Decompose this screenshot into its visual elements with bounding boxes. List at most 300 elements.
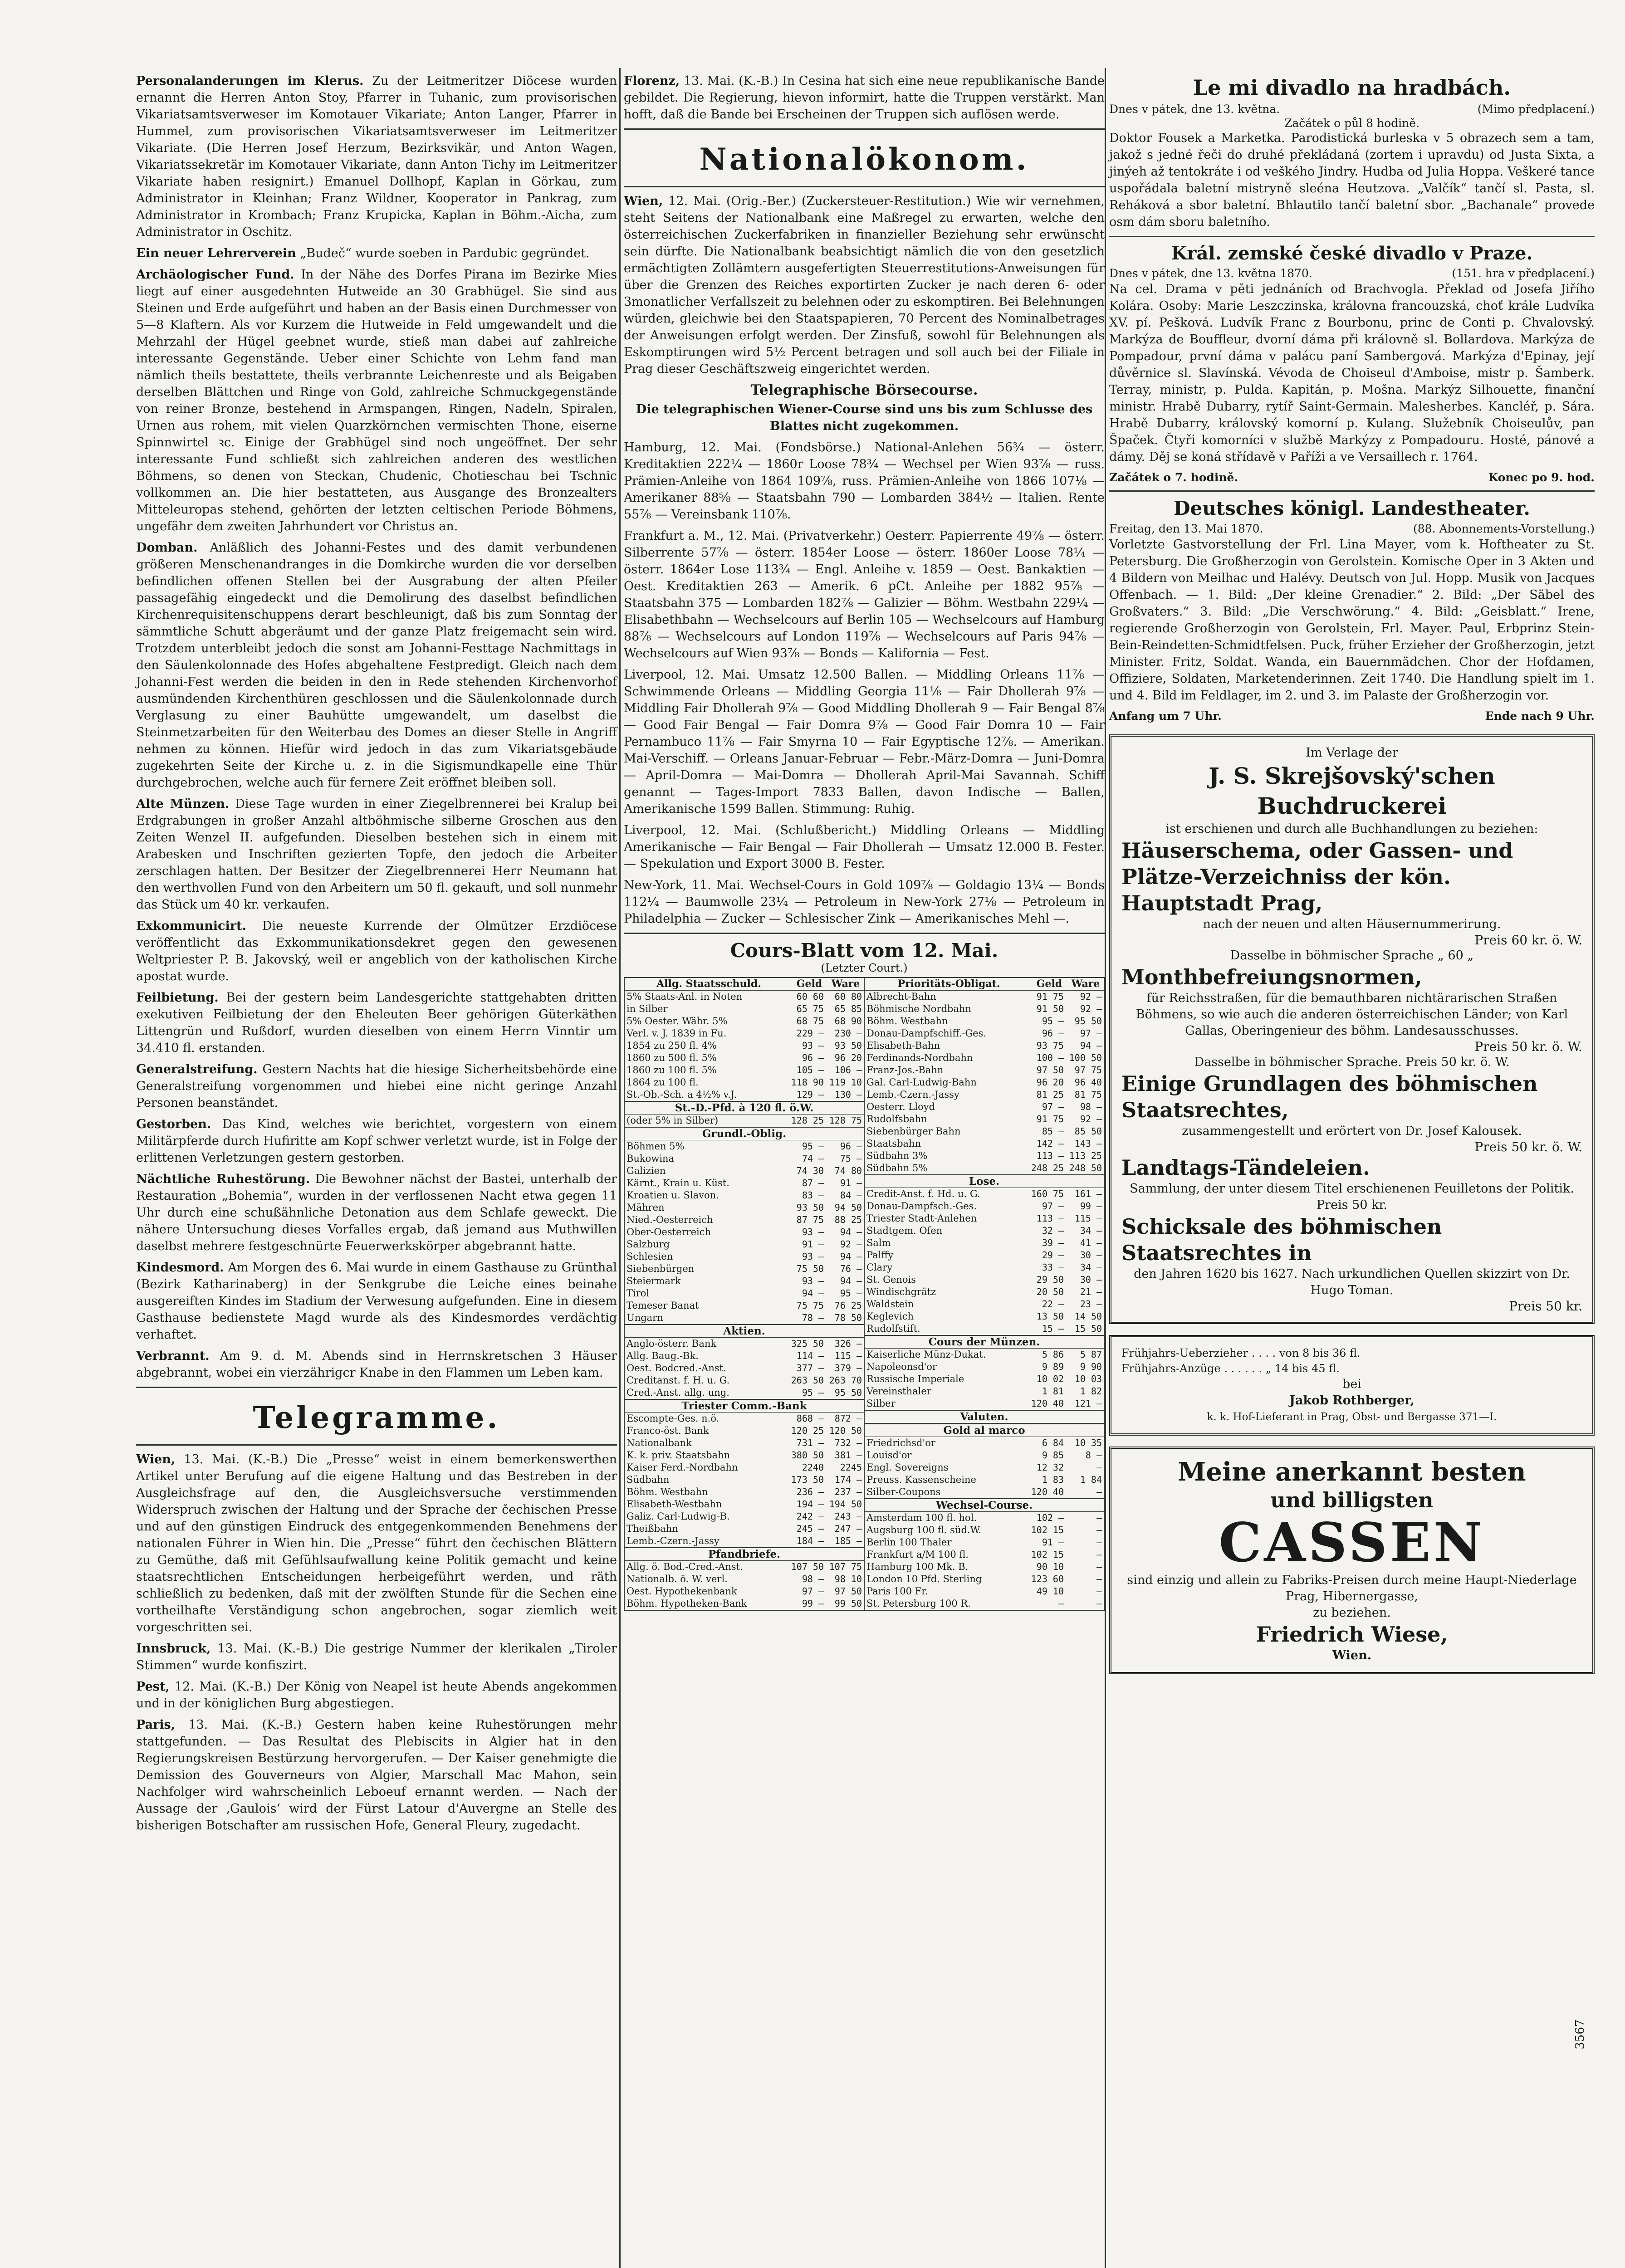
cours-ask: — <box>1096 1537 1102 1548</box>
article-text: Zu der Leitmeritzer Diöcese wurden ernannt die Herren Anton Stoy, Pfarrer in Tuhanic, zum provisorischen Vikariatsamtsverweser im Komotauer Vikariate; Anton Langer, Pfarrer in Hummel, zum provisorischen Vikariatsamtsverweser im Leitmeritzer Vikariate. (Die Herren Josef Herzum, Bezirksvikär, und Anton Wagen, Vikariatssekretär im Komotauer Vikariate, dann Anton Tichy im Leitmeritzer Vikariate haben resignirt.) Emanuel Dollhopf, Kaplan in Görkau, zum Administrator in Kleinhan; Franz Wildner, Kooperator in Pankrag, zum Administrator in Krombach; Franz Krupicka, Kaplan in Böhm.-Aicha, zum Administrator in Oschitz. <box>136 74 617 239</box>
cours-ask: 248 50 <box>1069 1163 1102 1173</box>
cours-bid: 114 — <box>796 1350 824 1361</box>
article <box>136 1116 617 1166</box>
cours-row <box>865 1437 1104 1449</box>
cours-row <box>625 1486 864 1498</box>
cours-security-name: Lemb.-Czern.-Jassy <box>627 1535 720 1546</box>
cours-security-name: 1860 zu 500 fl. 5% <box>627 1052 717 1063</box>
cours-row <box>865 1261 1104 1274</box>
cours-security-name: Bukowina <box>627 1153 675 1164</box>
cours-group-heading: Wechsel-Course. <box>865 1498 1104 1512</box>
cours-row <box>865 1225 1104 1237</box>
ad-item-title: Häuserschema, oder Gassen- und Plätze-Verzeichniss der kön. Hauptstadt Prag, <box>1121 838 1513 915</box>
cours-bid: 75 50 <box>796 1263 824 1274</box>
cours-row <box>625 1573 864 1585</box>
ad-city: Wien. <box>1332 1648 1372 1662</box>
cours-bid: 10 02 <box>1036 1374 1064 1384</box>
cours-row <box>865 1212 1104 1225</box>
cours-security-name: Amsterdam 100 fl. hol. <box>866 1512 977 1523</box>
cours-header: Geld <box>796 978 822 990</box>
cours-security-name: St. Genois <box>866 1274 916 1285</box>
telegram-text: 13. Mai. (K.-B.) In Cesina hat sich eine neue republikanische Bande gebildet. Die Regierung, hievon informirt, hatte die Truppen verstärkt. Man hofft, daß die Bande bei Erscheinen der Truppen sich auflösen werde. <box>624 74 1105 122</box>
cours-header-row <box>865 978 1104 991</box>
cours-row <box>625 1153 864 1165</box>
theatre-title: Král. zemské české divadlo v Praze. <box>1171 243 1533 264</box>
divider <box>136 1444 617 1446</box>
cours-ask: 92 — <box>1080 1003 1102 1014</box>
advertisement-clothing <box>1109 1335 1595 1436</box>
article <box>136 266 617 535</box>
cours-ask: — <box>1096 1561 1102 1572</box>
article-heading: Alte Münzen. <box>136 797 230 811</box>
cours-security-name: (oder 5% in Silber) <box>627 1115 719 1126</box>
cours-row <box>625 1413 864 1425</box>
cours-row <box>625 1052 864 1064</box>
ad-address: k. k. Hof-Lieferant in Prag, Obst- und Bergasse 371—I. <box>1207 1411 1497 1423</box>
cours-row <box>625 1064 864 1076</box>
theatre-date: Freitag, den 13. Mai 1870. <box>1109 522 1263 535</box>
cours-bid: 113 — <box>1036 1150 1064 1161</box>
cours-bid: 97 — <box>802 1586 824 1597</box>
column-theatre-ads <box>1109 73 1595 1685</box>
divider <box>624 128 1105 130</box>
cours-ask: 81 75 <box>1074 1089 1102 1100</box>
cours-row <box>625 1189 864 1202</box>
cours-ask: 98 — <box>1080 1101 1102 1112</box>
cours-security-name: Triester Stadt-Anlehen <box>866 1213 977 1224</box>
cours-ask: 247 — <box>834 1523 862 1534</box>
cours-security-name: Kärnt., Krain u. Küst. <box>627 1178 729 1188</box>
cours-security-name: Südbahn 5% <box>866 1163 928 1173</box>
margin-stamp: 3567 <box>1573 2019 1587 2050</box>
cours-bid: 74 30 <box>796 1165 824 1176</box>
cours-group-heading: Lose. <box>865 1174 1104 1188</box>
article-heading: Wien, <box>624 194 663 208</box>
theatre-start: Začátek o 7. hodině. <box>1109 471 1238 484</box>
cours-security-name: Temeser Banat <box>627 1300 699 1311</box>
cours-row <box>865 1064 1104 1076</box>
cours-row <box>625 1040 864 1052</box>
cours-security-name: Rudolfstift. <box>866 1323 920 1334</box>
cours-bid: 731 — <box>796 1437 824 1448</box>
exchange-report: Frankfurt a. M., 12. Mai. (Privatverkehr.) Oesterr. Papierrente 49⅞ — österr. Silberrente 57⅞ — österr. 1854er Loose — österr. 1860er Loose 78¼ — österr. 1864er Lose 113¾ — Engl. Anleihe v. 1859 — Oest. Bankaktien — Oest. Kreditaktien 263 — Amerik. 6 pCt. Anleihe per 1882 95⅞ — Staatsbahn 375 — Lombarden 182⅞ — Galizier — Böhm. Westbahn 229¼ — Elisabethbahn — Wechselcours auf Berlin 105 — Wechselcours auf Hamburg 88⅞ — Wechselcours auf London 119⅞ — Wechselcours auf Paris 94⅞ — Wechselcours auf Wien 93⅞ — Bonds — Kalifornia — Fest. <box>624 529 1105 660</box>
cours-bid: 74 — <box>802 1153 824 1164</box>
cours-row <box>625 1362 864 1374</box>
cours-security-name: 5% Staats-Anl. in Noten <box>627 991 743 1002</box>
telegram <box>136 1716 617 1834</box>
ad-big-word: CASSEN <box>1219 1511 1485 1574</box>
article <box>136 796 617 913</box>
cours-row <box>865 1486 1104 1498</box>
cours-ask: 96 — <box>840 1141 862 1152</box>
cours-ask: 97 50 <box>834 1586 862 1597</box>
ad-item-title: Monthbefreiungsnormen, <box>1121 965 1422 989</box>
cours-bid: 105 — <box>796 1065 824 1075</box>
cours-row <box>865 1398 1104 1410</box>
cours-bid: 87 75 <box>796 1214 824 1225</box>
cours-row <box>625 1498 864 1510</box>
theatre-date: Dnes v pátek, dne 13. května. <box>1109 103 1280 116</box>
cours-bid: 229 — <box>796 1028 824 1039</box>
cours-row <box>865 1052 1104 1064</box>
cours-security-name: Galiz. Carl-Ludwig-B. <box>627 1511 730 1522</box>
ad-item-title: Einige Grundlagen des böhmischen Staatsrechtes, <box>1121 1071 1538 1122</box>
cours-ask: 93 50 <box>834 1040 862 1051</box>
cours-group-heading: Triester Comm.-Bank <box>625 1399 864 1413</box>
cours-ask: 119 10 <box>829 1077 862 1088</box>
cours-bid: 98 — <box>802 1574 824 1584</box>
cours-blatt-subtitle: (Letzter Court.) <box>821 962 908 974</box>
column-rule <box>619 68 621 2268</box>
cours-ask: 2245 <box>840 1462 862 1473</box>
cours-bid: 99 — <box>802 1598 824 1609</box>
article-heading: Nächtliche Ruhestörung. <box>136 1172 310 1186</box>
telegram-text: 13. Mai. (K.-B.) Die „Presse“ weist in einem bemerkenswerthen Artikel unter Berufung auf die eigene Haltung und das Bestreben in der Ausgleichsfrage auf den, die Ausgleichsversuche verstimmenden Widerspruch zwischen der Haltung und der Sprache der čechischen Presse und auf den günstigen Eindruck des entgegenkommenden Benehmens der nationalen Führer in Wien hin. Die „Presse“ führt den čechischen Blättern zu Gemüthe, daß mit Gefühlsaufwallung keine Politik gemacht und keine staatsrechtlichen Entscheidungen herbeigeführt werden, und räth schließlich zu bedenken, daß mit der zwölften Stunde für die Sechen eine vortheilhafte Verständigung schon angebrochen, sogar ziemlich weit vorgeschritten sei. <box>136 1452 617 1634</box>
ad-item-text: Dasselbe in böhmischer Sprache. Preis 50 kr. ö. W. <box>1194 1055 1510 1069</box>
cours-bid: 107 50 <box>791 1561 824 1572</box>
cours-row <box>625 1226 864 1238</box>
divider <box>624 933 1105 934</box>
cours-bid: 93 — <box>802 1251 824 1262</box>
cours-ask: 115 — <box>1074 1213 1102 1224</box>
cours-ask: 30 — <box>1080 1250 1102 1261</box>
divider <box>1109 490 1595 492</box>
cours-bid: 868 — <box>796 1413 824 1424</box>
cours-bid: 96 — <box>802 1052 824 1063</box>
cours-bid: 83 — <box>802 1190 824 1201</box>
cours-security-name: Frankfurt a/M 100 fl. <box>866 1549 969 1560</box>
cours-row <box>865 1138 1104 1150</box>
cours-group-heading: Gold al marco <box>865 1423 1104 1437</box>
cours-ask: 263 70 <box>829 1375 862 1386</box>
section-title-telegrams: Telegramme. <box>253 1400 500 1435</box>
cours-bid: 81 25 <box>1036 1089 1064 1100</box>
cours-row <box>865 1089 1104 1101</box>
cours-row <box>625 1214 864 1226</box>
cours-row <box>625 1338 864 1350</box>
article-text: Am Morgen des 6. Mai wurde in einem Gasthause zu Grünthal (Bezirk Katharinaberg) in der Senkgrube die Leiche eines beinahe ausgereiften Kindes im Stadium der Verwesung aufgefunden. Eine in diesem Gasthause bedienstete Magd wurde als des Kindesmordes verdächtig verhaftet. <box>136 1261 617 1342</box>
article <box>136 1061 617 1111</box>
cours-bid: 33 — <box>1042 1262 1064 1273</box>
cours-security-name: Kroatien u. Slavon. <box>627 1190 719 1201</box>
cours-row <box>865 1150 1104 1162</box>
ad-line: Frühjahrs-Anzüge . . . . . . „ 14 bis 45 fl. <box>1121 1362 1340 1375</box>
cours-ask: 379 — <box>834 1363 862 1374</box>
cours-ask: 121 — <box>1074 1398 1102 1409</box>
exchange-note: Die telegraphischen Wiener-Course sind uns bis zum Schlusse des Blattes nicht zugekommen. <box>636 402 1093 433</box>
cours-ask: 115 — <box>834 1350 862 1361</box>
cours-row <box>625 1598 864 1610</box>
cours-security-name: Salm <box>866 1237 891 1248</box>
cours-row <box>625 1238 864 1251</box>
exchange-report: Liverpool, 12. Mai. (Schlußbericht.) Middling Orleans — Middling Amerikanische — Fair Bengal — Fair Dhollerah — Umsatz 12.000 B. Fester. — Spekulation und Export 3000 B. Fester. <box>624 823 1105 871</box>
advertisement-cassen <box>1109 1447 1595 1674</box>
cours-security-name: Windischgrätz <box>866 1286 936 1297</box>
theatre-subscription: (151. hra v předplacení.) <box>1452 267 1595 280</box>
cours-security-name: Donau-Dampfschiff.-Ges. <box>866 1028 987 1039</box>
theatre-times <box>1109 709 1595 723</box>
cours-ask: 34 — <box>1080 1225 1102 1236</box>
theatre-start: Začátek o půl 8 hodině. <box>1284 117 1419 130</box>
cours-ask: 76 — <box>840 1263 862 1274</box>
article-text: 12. Mai. (Orig.-Ber.) (Zuckersteuer-Restitution.) Wie wir vernehmen, steht Seitens der Nationalbank eine Maßregel zu erwarten, welche den österreichischen Zuckerfabriken in finanzieller Beziehung sehr erwünscht sein dürfte. Die Nationalbank beabsichtigt nämlich die von den gesetzlich ermächtigten Zollämtern ausgefertigten Steuerrestitutions-Anweisungen für über die Grenzen des Reiches exportirten Zucker je nach deren 6- oder 3monatlicher Verfallszeit zu belehnen oder zu eskomptiren. Bei Belehnungen würden, gleichwie bei den Staatspapieren, 70 Percent des Nominalbetrages der Anweisungen erfolgt werden. Der Zinsfuß, sowohl für Belehnungen als Eskomptirungen wird 5½ Percent betragen und soll auch bei der Filiale in Prag dieser Geschäftszweig eingerichtet werden. <box>624 194 1105 376</box>
cours-security-name: Kaiser Ferd.-Nordbahn <box>627 1462 738 1473</box>
cours-bid: 242 — <box>796 1511 824 1522</box>
cours-bid: 380 50 <box>791 1450 824 1461</box>
cours-bid: 1 81 <box>1042 1386 1064 1397</box>
ad-merchant: Jakob Rothberger, <box>1289 1393 1415 1408</box>
cours-bid: 120 25 <box>791 1425 824 1436</box>
advertisement-publisher <box>1109 734 1595 1324</box>
cours-security-name: Allg. Baug.-Bk. <box>627 1350 699 1361</box>
ad-line: Frühjahrs-Ueberzieher . . . . von 8 bis 36 fl. <box>1121 1347 1361 1359</box>
cours-row <box>625 1523 864 1535</box>
cours-bid: 97 50 <box>1036 1065 1064 1075</box>
cours-header: Geld <box>1036 978 1062 990</box>
cours-security-name: Anglo-österr. Bank <box>627 1338 717 1349</box>
cours-security-name: Rudolfsbahn <box>866 1114 927 1124</box>
cours-security-name: St.-Ob.-Sch. a 4½% v.J. <box>627 1089 737 1100</box>
cours-bid: — <box>1058 1598 1064 1609</box>
cours-row <box>865 1323 1104 1335</box>
cours-bid: 142 — <box>1036 1138 1064 1149</box>
cours-security-name: Mähren <box>627 1202 665 1213</box>
cours-ask: 185 — <box>834 1535 862 1546</box>
theatre-program: Na cel. Drama v pěti jednáních od Brachvogla. Překlad od Josefa Jiřího Kolára. Osoby: Marie Leszczinska, královna francouzská, choť krále Ludvíka XV. pí. Pešková. Ludvík Franc z Bourbonu, princ de Conti p. Chvalovský. Markýza de Bouffleur, dvorní dáma při královně sl. Bollardova. Markýza de Pompadour, první dáma v palácu paní Sambergová. Markýza d'Epinay, její důvěrnice sl. Slavínská. Vévoda de Choiseul d'Amboise, mistr p. Šamberk. Terray, ministr, p. Pulda. Kapitán, p. Mošna. Markýz Silhouette, finanční ministr. Hrabě Dubarry, rytíř Saint-Germain. Malesherbes. Kancléř, p. Sára. Hrabě Dubarry, královský komorní p. Kulang. Služebník Choiseulův, pan Špaček. Čtyři komorníci v službě Markýzy z Pompadouru. Hosté, pánové a dámy. Děj se koná střídavě v Paříži a ve Versaillech r. 1764. <box>1109 282 1595 464</box>
cours-bid: 91 — <box>802 1239 824 1250</box>
cours-security-name: Gal. Carl-Ludwig-Bahn <box>866 1077 977 1088</box>
ad-price: Preis 60 kr. ö. W. <box>1474 933 1582 948</box>
cours-bid: 60 60 <box>796 991 824 1002</box>
article <box>136 918 617 985</box>
theatre-date-row <box>1109 102 1595 117</box>
cours-bid: 2240 <box>802 1462 824 1473</box>
cours-ask: — <box>1096 1549 1102 1560</box>
cours-ask: — <box>1096 1598 1102 1609</box>
cours-security-name: Kaiserliche Münz-Dukat. <box>866 1349 986 1360</box>
cours-bid: 91 75 <box>1036 1114 1064 1124</box>
cours-bid: 120 40 <box>1031 1398 1064 1409</box>
cours-ask: 21 — <box>1080 1286 1102 1297</box>
theatre-subscription: (Mimo předplacení.) <box>1477 103 1595 116</box>
cours-security-name: Escompte-Ges. n.ö. <box>627 1413 720 1424</box>
ad-item-text: den Jahren 1620 bis 1627. Nach urkundlichen Quellen skizzirt von Dr. Hugo Toman. <box>1134 1267 1570 1297</box>
ad-item-text: Sammlung, der unter diesem Titel erschienenen Feuilletons der Politik. Preis 50 kr. <box>1130 1182 1574 1212</box>
cours-bid: 32 — <box>1042 1225 1064 1236</box>
cours-bid: 102 — <box>1036 1512 1064 1523</box>
cours-table-left <box>625 978 865 1610</box>
theatre-times <box>1109 470 1595 485</box>
cours-row <box>625 1251 864 1263</box>
cours-row <box>865 1361 1104 1373</box>
ad-price: Preis 50 kr. ö. W. <box>1474 1039 1582 1054</box>
cours-bid: 160 75 <box>1031 1188 1064 1199</box>
cours-security-name: Friedrichsd'or <box>866 1437 935 1448</box>
cours-bid: 6 84 <box>1042 1437 1064 1448</box>
theatre-date-row <box>1109 521 1595 536</box>
cours-row <box>625 1089 864 1101</box>
cours-row <box>865 1310 1104 1323</box>
article-heading: Ein neuer Lehrerverein <box>136 246 296 260</box>
cours-bid: 95 — <box>1042 1016 1064 1026</box>
cours-header: Prioritäts-Obligat. <box>897 978 1000 990</box>
cours-row <box>625 1387 864 1399</box>
cours-ask: 96 40 <box>1074 1077 1102 1088</box>
cours-table <box>624 977 1105 1611</box>
cours-row <box>625 1437 864 1449</box>
cours-ask: 41 — <box>1080 1237 1102 1248</box>
cours-row <box>865 1349 1104 1361</box>
cours-row <box>865 1015 1104 1027</box>
cours-row <box>865 1512 1104 1524</box>
cours-security-name: Theißbahn <box>627 1523 678 1534</box>
divider <box>136 1387 617 1388</box>
cours-row <box>865 1027 1104 1040</box>
cours-security-name: Nationalb. ö. W. verl. <box>627 1574 728 1584</box>
cours-security-name: Oesterr. Lloyd <box>866 1101 935 1112</box>
cours-security-name: Südbahn <box>627 1474 670 1485</box>
exchange-report: New-York, 11. Mai. Wechsel-Cours in Gold 109⅞ — Goldagio 13¼ — Bonds 112¼ — Baumwolle 23¼ — Petroleum in New-York 27⅛ — Petroleum in Philadelphia — Zucker — Schlesischer Zink — Amerikanisches Mehl —. <box>624 878 1105 926</box>
article <box>136 1171 617 1255</box>
cours-bid: 75 75 <box>796 1300 824 1311</box>
theatre-program: Doktor Fousek a Marketka. Parodistická burleska v 5 obrazech sem a tam, jakož s jedné řeči do druhé překládaná (zortem i upravdu) od Justa Sixta, a jinýeh až tentokráte i od veškého Jindry. Hudba od Julia Hoppa. Veškeré tance uspořádala baletní mistryně sleéna Heutzova. „Valčík“ tančí sl. Pasta, sl. Reháková a sbor baletní. Bhlautilo tančí baletní sbor. „Bachanale“ provede osm dám sboru baletního. <box>1109 131 1595 229</box>
cours-bid: 9 89 <box>1042 1361 1064 1372</box>
cours-ask: 143 — <box>1074 1138 1102 1149</box>
telegram-text: 13. Mai. (K.-B.) Die gestrige Nummer der klerikalen „Tiroler Stimmen“ wurde konfiszirt. <box>136 1642 617 1672</box>
article-text: Das Kind, welches wie berichtet, vorgestern von einem Militärpferde durch Hufiritte am Kopf schwer verletzt wurde, ist in Folge der erlittenen Verletzungen gestern gestorben. <box>136 1117 617 1165</box>
cours-row <box>865 1536 1104 1549</box>
article-heading: Personalanderungen im Klerus. <box>136 74 364 88</box>
cours-row <box>865 1561 1104 1573</box>
cours-security-name: Hamburg 100 Mk. B. <box>866 1561 969 1572</box>
cours-table-right <box>865 978 1104 1610</box>
telegram-city: Florenz, <box>624 74 680 88</box>
cours-ask: 34 — <box>1080 1262 1102 1273</box>
cours-bid: 5 86 <box>1042 1349 1064 1360</box>
cours-row <box>625 1140 864 1153</box>
cours-row <box>865 1113 1104 1125</box>
cours-bid: 15 — <box>1042 1323 1064 1334</box>
column-economy <box>624 73 1105 1611</box>
telegram-text: 13. Mai. (K.-B.) Gestern haben keine Ruhestörungen mehr stattgefunden. — Das Resultat des Plebiscits in Algier hat in den Regierungskreisen Bestürzung hervorgerufen. — Der Kaiser genehmigte die Demission des Gouverneurs von Algier, Marschall Mac Mahon, sein Nachfolger wird wahrscheinlich Leboeuf ernannt werden. — Nach der Aussage der ‚Gaulois‘ wird der Fürst Latour d'Auvergne an Stelle des bisherigen Botschafter am russischen Hofe, General Fleury, zugedacht. <box>136 1718 617 1833</box>
cours-row <box>625 1263 864 1275</box>
cours-ask: 5 87 <box>1080 1349 1102 1360</box>
cours-security-name: Verl. v. J. 1839 in Fu. <box>627 1028 727 1039</box>
cours-bid: 78 — <box>802 1312 824 1323</box>
cours-ask: 94 — <box>1080 1040 1102 1051</box>
article-heading: Exkommunicirt. <box>136 919 246 933</box>
cours-security-name: Paris 100 Fr. <box>866 1586 928 1597</box>
cours-bid: 102 15 <box>1031 1525 1064 1535</box>
ad-price: Preis 50 kr. <box>1509 1299 1582 1314</box>
cours-security-name: Donau-Dampfsch.-Ges. <box>866 1201 977 1212</box>
cours-row <box>865 991 1104 1003</box>
cours-row <box>625 1114 864 1127</box>
cours-ask: 94 — <box>840 1251 862 1262</box>
cours-ask: 76 25 <box>834 1300 862 1311</box>
telegram-text: 12. Mai. (K.-B.) Der König von Neapel ist heute Abends angekommen und in der königlichen Burg abgestiegen. <box>136 1680 617 1711</box>
cours-security-name: Böhm. Hypotheken-Bank <box>627 1598 747 1609</box>
cours-ask: 85 50 <box>1074 1126 1102 1137</box>
cours-bid: 95 — <box>802 1141 824 1152</box>
cours-ask: 10 03 <box>1074 1374 1102 1384</box>
cours-ask: 97 75 <box>1074 1065 1102 1075</box>
cours-ask: 60 80 <box>834 991 862 1002</box>
cours-ask: 88 25 <box>834 1214 862 1225</box>
cours-ask: 130 — <box>834 1089 862 1100</box>
telegram-city: Pest, <box>136 1680 170 1694</box>
cours-bid: 1 83 <box>1042 1474 1064 1485</box>
cours-row <box>865 1373 1104 1385</box>
article-heading: Archäologischer Fund. <box>136 268 294 282</box>
cours-row <box>625 991 864 1003</box>
cours-group-heading: Pfandbriefe. <box>625 1547 864 1561</box>
cours-bid: 20 50 <box>1036 1286 1064 1297</box>
cours-row <box>865 1298 1104 1310</box>
cours-bid: 91 75 <box>1036 991 1064 1002</box>
cours-bid: 29 — <box>1042 1250 1064 1261</box>
cours-ask: 94 50 <box>834 1202 862 1213</box>
cours-row <box>625 1177 864 1189</box>
cours-row <box>625 1300 864 1312</box>
ad-item-text: nach der neuen und alten Häusernummerirung. <box>1203 917 1501 931</box>
cours-row <box>625 1585 864 1598</box>
exchange-report: Hamburg, 12. Mai. (Fondsbörse.) National-Anlehen 56¾ — österr. Kreditaktien 222¼ — 1860r Loose 78¾ — Wechsel per Wien 93⅞ — russ. Prämien-Anleihe von 1864 109⅞, russ. Prämien-Anleihe von 1866 107⅛ — Amerikaner 88⅝ — Staatsbahn 790 — Lombarden 384½ — Italien. Rente 55⅞ — Vereinsbank 110⅞. <box>624 440 1105 522</box>
article <box>136 1348 617 1381</box>
cours-row <box>865 1449 1104 1461</box>
cours-security-name: Lemb.-Czern.-Jassy <box>866 1089 959 1100</box>
cours-bid: 194 — <box>796 1499 824 1510</box>
cours-ask: — <box>1096 1486 1102 1497</box>
cours-row <box>625 1202 864 1214</box>
cours-security-name: Ober-Oesterreich <box>627 1227 711 1237</box>
cours-security-name: London 10 Pfd. Sterling <box>866 1574 982 1584</box>
cours-security-name: Allg. ö. Bod.-Cred.-Anst. <box>627 1561 743 1572</box>
cours-row <box>625 1461 864 1474</box>
cours-ask: 96 20 <box>834 1052 862 1063</box>
ad-item-text: zusammengestellt und erörtert von Dr. Josef Kalousek. <box>1182 1124 1522 1138</box>
cours-ask: 68 90 <box>834 1016 862 1026</box>
cours-row <box>865 1125 1104 1138</box>
cours-row <box>865 1474 1104 1486</box>
cours-bid: 13 50 <box>1036 1311 1064 1322</box>
article-heading: Kindesmord. <box>136 1261 224 1275</box>
cours-header: Ware <box>831 978 860 990</box>
cours-bid: 97 — <box>1042 1101 1064 1112</box>
ad-headline: und billigsten <box>1270 1488 1434 1512</box>
column-local-news <box>136 73 617 1838</box>
cours-ask: 30 — <box>1080 1274 1102 1285</box>
cours-row <box>625 1003 864 1015</box>
cours-ask: 100 50 <box>1069 1052 1102 1063</box>
cours-group-heading: St.-D.-Pfd. à 120 fl. ö.W. <box>625 1101 864 1114</box>
cours-ask: 92 — <box>1080 991 1102 1002</box>
cours-security-name: Oest. Bodcred.-Anst. <box>627 1363 726 1374</box>
cours-row <box>625 1474 864 1486</box>
cours-bid: 263 50 <box>791 1375 824 1386</box>
cours-security-name: Oest. Hypothekenbank <box>627 1586 737 1597</box>
cours-ask: 1 84 <box>1080 1474 1102 1485</box>
article-text: In der Nähe des Dorfes Pirana im Bezirke Mies liegt auf einer ausgedehnten Hutweide an 30 Grabhügel. Sie sind aus Steinen und Erde aufgeführt und haben an der Basis einen Durchmesser von 5—8 Klaftern. Als vor Kurzem die Hutweide in Feld umgewandelt und die Mehrzahl der Hügel geebnet wurde, stieß man dabei auf zahlreiche interessante Gegenstände. Ueber einer Schichte von Lehm fand man nämlich theils bestattete, theils verbrannte Leichenreste und als Beigaben derselben Blättchen und Ringe von Gold, zahlreiche Schmuckgegenstände von reiner Bronze, bestehend in Armspangen, Ringen, Nadeln, Spiralen, Urnen aus rohem, mit vielen Quarzkörnchen vermischten Thone, eiserne Spinnwirtel ꝛc. Einige der Grabhügel sind noch ungeöffnet. Der sehr interessante Fund schließt sich zahlreichen anderen des westlichen Böhmens, so denen von Steckan, Chudenic, Chotieschau bei Tschnic vollkommen an. Die hier bestatteten, aus Ausgange des Bronzealters Mitteleuropas stehend, gehörten der letzten celtischen Periode Böhmens, ungefähr dem zweiten Jahrhundert vor Christus an. <box>136 268 617 533</box>
ad-item-title: Landtags-Tändeleien. <box>1121 1155 1370 1180</box>
cours-row <box>625 1374 864 1387</box>
cours-blatt-title: Cours-Blatt vom 12. Mai. <box>730 939 998 962</box>
ad-merchant: Friedrich Wiese, <box>1256 1622 1448 1647</box>
cours-bid: 29 50 <box>1036 1274 1064 1285</box>
cours-security-name: Steiermark <box>627 1276 681 1286</box>
ad-text: zu beziehen. <box>1313 1606 1391 1620</box>
telegram-city: Paris, <box>136 1718 176 1732</box>
